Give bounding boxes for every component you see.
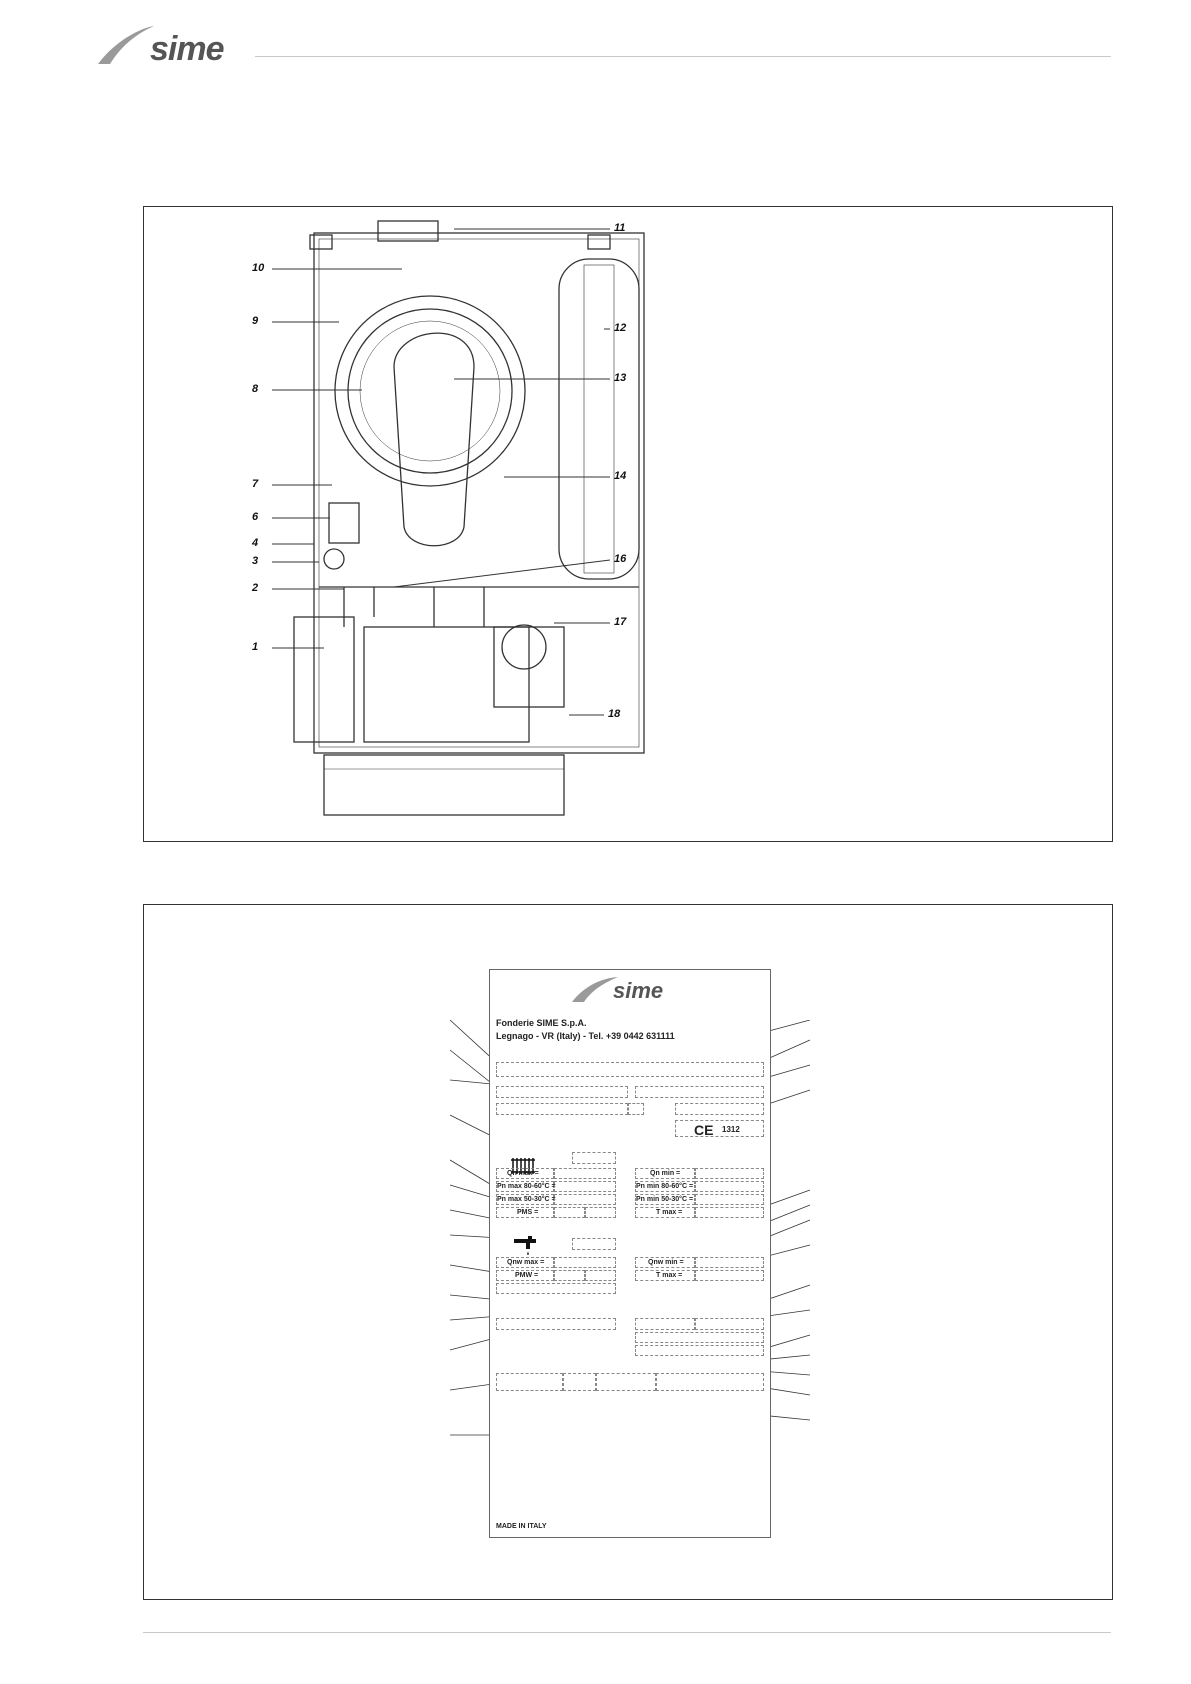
pmw-label: PMW =	[515, 1272, 539, 1279]
t-max-dhw-label-box	[635, 1270, 695, 1281]
t-max-heating-label: T max =	[656, 1209, 683, 1216]
header-rule	[255, 56, 1111, 57]
pn-max-50-label: Pn max 50-30°C =	[497, 1196, 556, 1203]
plate-field-code	[635, 1086, 764, 1098]
plate-brand-wordmark: sime	[613, 978, 664, 1003]
plate-field-country	[635, 1345, 764, 1356]
qn-max-label: Qn max =	[507, 1170, 539, 1177]
pmw-value	[554, 1270, 585, 1281]
callout-13: 13	[614, 372, 627, 384]
qnw-max-label-box	[496, 1257, 554, 1268]
made-in-italy: MADE IN ITALY	[496, 1523, 547, 1530]
pn-max-80-label-box	[496, 1181, 554, 1192]
ce-number: 1312	[722, 1125, 740, 1134]
callout-10: 10	[252, 262, 265, 274]
data-plate	[489, 969, 771, 1538]
tap-icon	[512, 1233, 538, 1255]
pms-unit	[585, 1207, 616, 1218]
callout-3: 3	[252, 555, 259, 567]
callout-12: 12	[614, 322, 627, 334]
pmw-label-box	[496, 1270, 554, 1281]
plate-field-gas-type	[635, 1318, 695, 1330]
pn-max-50-value	[554, 1194, 616, 1205]
t-max-dhw-label: T max =	[656, 1272, 683, 1279]
pms-value	[554, 1207, 585, 1218]
plate-field-barcode-2	[563, 1373, 596, 1391]
ce-mark: CE	[694, 1122, 714, 1138]
plate-field-electrical	[496, 1318, 616, 1330]
callout-2: 2	[252, 582, 259, 594]
pn-min-50-value	[695, 1194, 764, 1205]
plate-field-ce	[675, 1120, 764, 1137]
pn-max-80-label: Pn max 80-60°C =	[497, 1183, 556, 1190]
logo-swoosh-icon	[96, 20, 156, 70]
pms-label-box	[496, 1207, 554, 1218]
qnw-max-label: Qnw max =	[507, 1259, 545, 1266]
callout-9: 9	[252, 315, 259, 327]
t-max-dhw-value	[695, 1270, 764, 1281]
plate-field-model	[496, 1062, 764, 1077]
pn-min-50-label-box	[635, 1194, 695, 1205]
plate-company-address: Legnago - VR (Italy) - Tel. +39 0442 631111	[496, 1031, 675, 1041]
qnw-min-value	[695, 1257, 764, 1268]
plate-field-barcode-1	[496, 1373, 563, 1391]
callout-11: 11	[614, 222, 626, 234]
callout-18: 18	[608, 708, 621, 720]
boiler-diagram-panel	[143, 206, 1113, 842]
qnw-min-label: Qnw min =	[648, 1259, 684, 1266]
plate-field-class	[628, 1103, 644, 1115]
brand-wordmark: sime	[150, 30, 224, 68]
footer-rule	[143, 1632, 1111, 1633]
pn-min-80-label: Pn min 80-60°C =	[636, 1183, 694, 1190]
pn-min-80-value	[695, 1181, 764, 1192]
pms-label: PMS =	[517, 1209, 539, 1216]
callout-16: 16	[614, 553, 627, 565]
plate-field-ip	[635, 1332, 764, 1343]
t-max-heating-value	[695, 1207, 764, 1218]
plate-company-info	[496, 1017, 675, 1043]
pmw-unit	[585, 1270, 616, 1281]
callout-4: 4	[252, 537, 259, 549]
callout-8: 8	[252, 383, 259, 395]
plate-field-barcode-3	[596, 1373, 656, 1391]
qnw-max-value	[554, 1257, 616, 1268]
plate-field-barcode-4	[656, 1373, 764, 1391]
qn-min-label: Qn min =	[650, 1170, 681, 1177]
plate-field-dhw-extra	[496, 1283, 616, 1294]
t-max-heating-label-box	[635, 1207, 695, 1218]
plate-field-type	[496, 1103, 628, 1115]
pn-max-80-value	[554, 1181, 616, 1192]
qn-max-label-box	[496, 1168, 554, 1179]
callout-7: 7	[252, 478, 259, 490]
pn-min-50-label: Pn min 50-30°C =	[636, 1196, 694, 1203]
plate-field-dhw-category	[572, 1238, 616, 1250]
callout-1: 1	[252, 641, 259, 653]
pn-max-50-label-box	[496, 1194, 554, 1205]
plate-field-gas-pressure	[695, 1318, 764, 1330]
qn-min-value	[695, 1168, 764, 1179]
sime-logo	[100, 20, 260, 72]
pn-min-80-label-box	[635, 1181, 695, 1192]
callout-6: 6	[252, 511, 259, 523]
plate-field-heating-category	[572, 1152, 616, 1164]
qn-min-label-box	[635, 1168, 695, 1179]
plate-field-nox	[675, 1103, 764, 1115]
qn-max-value	[554, 1168, 616, 1179]
boiler-drawing	[144, 207, 1112, 841]
plate-field-serial	[496, 1086, 628, 1098]
qnw-min-label-box	[635, 1257, 695, 1268]
plate-company-name: Fonderie SIME S.p.A.	[496, 1018, 587, 1028]
callout-17: 17	[614, 616, 627, 628]
callout-14: 14	[614, 470, 627, 482]
